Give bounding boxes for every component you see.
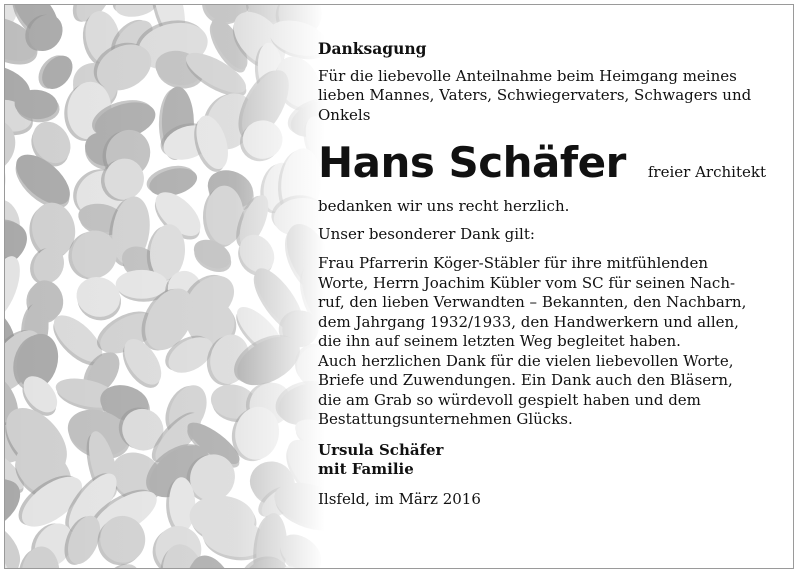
- special-line: dem Jahrgang 1932/1933, den Handwerkern und allen,: [318, 313, 773, 333]
- profession: freier Architekt: [648, 163, 766, 183]
- special-line: Worte, Herrn Joachim Kübler vom SC für seinen Nach-: [318, 274, 773, 294]
- notice-text: [318, 39, 773, 509]
- thanks-text: bedanken wir uns recht herzlich.: [318, 197, 773, 217]
- obituary-notice: [4, 4, 794, 569]
- deceased-name: Hans Schäfer: [318, 139, 626, 187]
- special-line: die ihn auf seinem letzten Weg begleitet haben.: [318, 332, 773, 352]
- special-line: Auch herzlichen Dank für die vielen liebevollen Worte,: [318, 352, 773, 372]
- signature-family: mit Familie: [318, 460, 773, 480]
- notice-heading: Danksagung: [318, 39, 773, 59]
- special-line: ruf, den lieben Verwandten – Bekannten, den Nachbarn,: [318, 293, 773, 313]
- place-date: Ilsfeld, im März 2016: [318, 490, 773, 510]
- special-thanks: [318, 254, 773, 430]
- special-line: die am Grab so würdevoll gespielt haben und dem: [318, 391, 773, 411]
- signature: [318, 441, 773, 480]
- intro-text: Für die liebevolle Anteilnahme beim Heimgang meines lieben Mannes, Vaters, Schwiegervaters, Schwagers und Onkels: [318, 67, 773, 126]
- special-heading: Unser besonderer Dank gilt:: [318, 225, 773, 245]
- pebble-stones-image: [5, 5, 325, 569]
- special-line: Frau Pfarrerin Köger-Stäbler für ihre mitfühlenden: [318, 254, 773, 274]
- special-line: Briefe und Zuwendungen. Ein Dank auch den Bläsern,: [318, 371, 773, 391]
- special-line: Bestattungsunternehmen Glücks.: [318, 410, 773, 430]
- name-row: [318, 139, 773, 187]
- signature-name: Ursula Schäfer: [318, 441, 773, 461]
